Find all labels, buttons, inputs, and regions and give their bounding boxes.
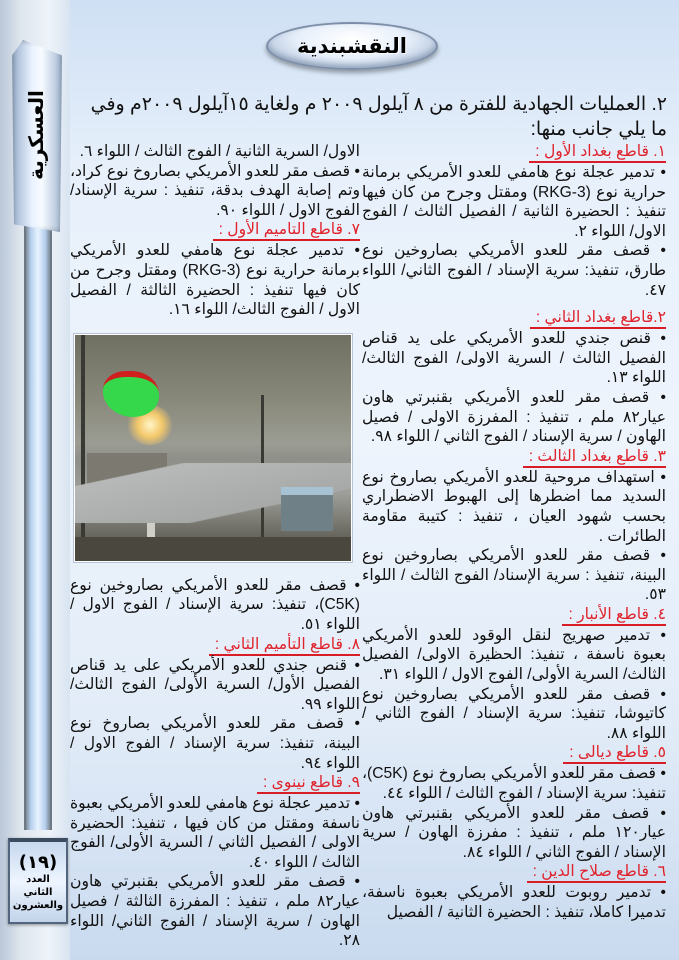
section-title: ٧. قاطع التاميم الأول : [70,220,360,241]
list-item: • تدمير عجلة نوع هامفي للعدو الأمريكي بعبوة ناسفة ومقتل من كان فيها ، تنفيذ: الحضيرة الاولى / الفصيل الثاني / السرية الأولى/ الفوج الثالث / اللواء ٤٠. [70,795,360,871]
list-item: • قصف مقر للعدو الأمريكي بصاروخين نوع البينة، تنفيذ : سرية الإسناد/ الفوج الثالث / اللواء ٥٣. [362,547,666,604]
section [362,447,666,605]
section-title: ٢.قاطع بغداد الثاني : [362,308,666,329]
section-name-label: العسكرية [24,90,48,180]
magazine-title-badge [266,22,438,70]
section [362,308,666,447]
section-title: ٤. قاطع الأنبار : [362,605,666,626]
list-item: • قنص جندي للعدو الأمريكي على يد قناص الفصيل الأول/ السرية الأولى/ الفوج الثالث/ اللواء ٩٩. [70,656,360,713]
section-title: ٦. قاطع صلاح الدين : [362,862,666,883]
issue-label-line3: والعشرون [12,899,64,911]
issue-number-box [8,838,68,924]
list-item: • قصف مقر للعدو الأمريكي بصاروخين نوع طارق، تنفيذ: سرية الإسناد / الفوج الثاني/ اللواء ٤٧. [362,242,666,299]
list-item: • تدمير عجلة نوع هامفي للعدو الأمريكي برمانة حرارية نوع (RKG-3) ومقتل وجرح من كان فيها تنفيذ : الحضيرة الثانية / الفصيل الثالث / الفوج الاول/ اللواء ٢. [362,164,666,240]
continuation-text: الاول/ السرية الثانية / الفوج الثالث / اللواء ٦. [79,143,360,160]
list-item: • استهداف مروحية للعدو الأمريكي بصاروخ نوع السديد مما اضطرها إلى الهبوط الاضطراري بحسب شهود العيان ، تنفيذ : كتيبة مقاومة الطائرات . [362,468,666,545]
photo-foreground-wall [75,537,351,561]
list-item: • قصف مقر للعدو الأمريكي بصاروخين نوع كاتيوشا، تنفيذ: سرية الإسناد / الفوج الثاني / اللواء ٨٨. [362,685,666,742]
intro-paragraph: ٢. العمليات الجهادية للفترة من ٨ آيلول ٢٠٠٩ م ولغاية ١٥آيلول ٢٠٠٩م وفي ما يلي جانب منها: [90,94,667,140]
list-item: • قصف مقر للعدو الأمريكي بقنبرتي هاون عيار٨٢ ملم ، تنفيذ : المفرزة الاولى / فصيل الهاون / سرية الإسناد / الفوج الثاني / اللواء ٩٨. [362,388,666,446]
photo-kiosk [281,487,333,531]
section-title: ٣. قاطع بغداد الثالث : [362,447,666,468]
street-scene-photo [74,334,352,562]
list-item: • تدمير صهريج لنقل الوقود للعدو الأمريكي بعبوة ناسفة ، تنفيذ: الحظيرة الاولى/ الفصيل الثالث/ السرية الأولى/ الفوج الاول / اللواء ٣١. [362,626,666,684]
rail-bar-decoration [24,180,52,830]
section [362,743,666,862]
section-title: ١. قاطع بغداد الأول : [362,142,666,163]
section [70,220,360,319]
list-item: • قنص جندي للعدو الأمريكي على يد قناص الفصيل الثالث / السرية الاولى/ الفوج الثالث/ اللواء ١٣. [362,330,666,387]
list-item: • قصف مقر للعدو الأمريكي بصاروخ نوع كراد، وتم إصابة الهدف بدقة، تنفيذ : سرية الإسناد/ الفوج الاول / اللواء ٩٠. [70,162,360,219]
list-item: • قصف مقر للعدو الأمريكي بقنبرتي هاون عيار١٢٠ ملم ، تنفيذ : مفرزة الهاون / سرية الإسناد / الفوج الثاني / اللواء ٨٤. [362,804,666,861]
section-title: ٨. قاطع التأميم الثاني : [70,635,360,656]
sword-banner-text [12,40,60,230]
photo-watermark-logo [103,371,159,417]
left-column [70,142,360,951]
right-column [362,142,666,923]
list-item: • قصف مقر للعدو الأمريكي بصاروخ نوع البينة، تنفيذ: سرية الإسناد / الفوج الاول / اللواء ٩٤. [70,715,360,772]
list-item: • قصف مقر للعدو الأمريكي بصاروخ نوع (C5K)، تنفيذ: سرية الإسناد / الفوج الثالث / اللواء ٤٤. [362,765,666,803]
section [362,142,666,300]
section-title: ٥. قاطع ديالى : [362,743,666,764]
section [362,862,666,922]
section [362,605,666,744]
magazine-title: النقشبندية [296,34,408,58]
section-title: ٩. قاطع نينوى : [70,773,360,794]
list-item: • قصف مقر للعدو الأمريكي بقنبرتي هاون عيار٨٢ ملم ، تنفيذ : المفرزة الثالثة / فصيل الهاون / سرية الإسناد / الفوج الثاني/ اللواء ٢٨. [70,873,360,950]
left-rail [0,0,70,960]
list-item: • تدمير روبوت للعدو الأمريكي بعبوة ناسفة، تدميرا كاملا، تنفيذ : الحضيرة الثانية / الفصيل [362,884,666,921]
issue-label-line1: العدد [26,873,50,885]
section [70,773,360,951]
issue-number: (١٩) [18,851,58,873]
section [70,635,360,774]
issue-label-line2: الثاني [23,886,53,898]
list-item: • تدمير عجلة نوع هامفي للعدو الأمريكي برمانة حرارية نوع (RKG-3) ومقتل وجرح من كان فيها تنفيذ : الحضيرة الثالثة / الفصيل الاول / الفوج الثالث/ اللواء ١٦. [70,242,361,319]
list-item: • قصف مقر للعدو الأمريكي بصاروخين نوع (C5K)، تنفيذ: سرية الإسناد / الفوج الاول / اللواء ٥١. [70,576,360,633]
